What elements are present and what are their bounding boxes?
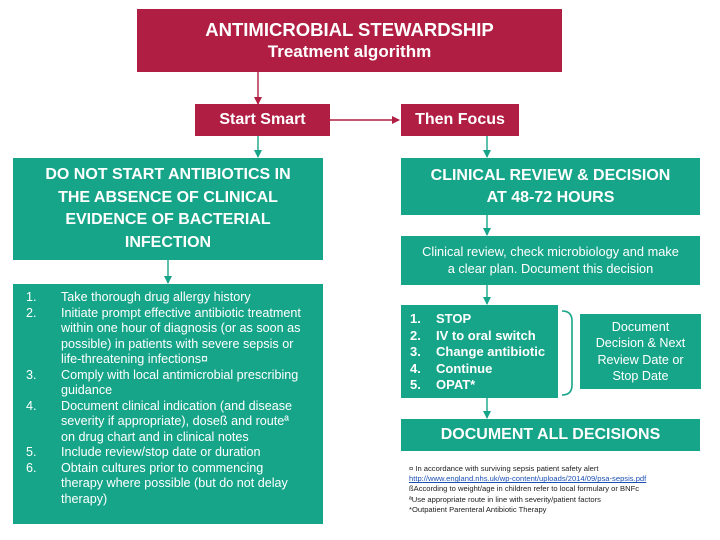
step-text-line: Include review/stop date or duration bbox=[61, 445, 261, 459]
step-text-line: severity if appropriate), doseß and routeª bbox=[61, 414, 289, 428]
document-decision-box bbox=[580, 314, 701, 389]
start-smart-steps-box bbox=[13, 284, 323, 524]
footnote-weight-age: ßAccording to weight/age in children refer to local formulary or BNFc bbox=[409, 484, 640, 494]
action-text: IV to oral switch bbox=[436, 327, 536, 343]
do-not-start-line-4: INFECTION bbox=[124, 233, 212, 251]
step-number: 3. bbox=[26, 367, 37, 382]
step-number: 1. bbox=[26, 290, 37, 304]
footnote-sepsis-alert: ¤ In accordance with surviving sepsis patient safety alert bbox=[409, 464, 599, 473]
footnotes bbox=[409, 464, 714, 515]
start-smart-box bbox=[195, 104, 330, 136]
document-decision-line-3: Review Date or bbox=[597, 352, 684, 367]
actions-box bbox=[401, 305, 558, 398]
step-text-line: life-threatening infections¤ bbox=[61, 352, 209, 366]
action-text: OPAT* bbox=[436, 377, 476, 393]
step-text-line: Initiate prompt effective antibiotic treatment bbox=[61, 305, 301, 320]
start-smart-steps-list bbox=[26, 290, 315, 507]
step-item bbox=[26, 445, 315, 461]
step-item bbox=[26, 399, 315, 446]
footnote-link[interactable]: http://www.england.nhs.uk/wp-content/uploads/2014/09/psa-sepsis.pdf bbox=[409, 474, 647, 484]
step-text-line: within one hour of diagnosis (or as soon as bbox=[61, 321, 301, 335]
bracket-actions bbox=[562, 311, 572, 395]
clinical-review-line-1: CLINICAL REVIEW & DECISION bbox=[430, 166, 671, 184]
step-item bbox=[26, 368, 315, 399]
action-number: 2. bbox=[410, 327, 421, 343]
step-item bbox=[26, 290, 315, 306]
action-text: STOP bbox=[436, 311, 472, 326]
action-item bbox=[410, 328, 558, 345]
step-text-line: Obtain cultures prior to commencing bbox=[61, 460, 264, 475]
action-number: 4. bbox=[410, 360, 421, 376]
clinical-plan-line-1: Clinical review, check microbiology and make bbox=[422, 244, 679, 259]
action-number: 1. bbox=[410, 311, 421, 326]
do-not-start-box bbox=[13, 158, 323, 260]
clinical-review-line-2: AT 48-72 HOURS bbox=[486, 188, 615, 206]
actions-list bbox=[410, 311, 558, 394]
do-not-start-line-3: EVIDENCE OF BACTERIAL bbox=[65, 211, 271, 228]
step-item bbox=[26, 306, 315, 368]
clinical-plan-box bbox=[401, 236, 700, 285]
action-item bbox=[410, 377, 558, 394]
step-number: 4. bbox=[26, 398, 37, 413]
document-all-label: DOCUMENT ALL DECISIONS bbox=[440, 426, 661, 443]
step-text-line: Comply with local antimicrobial prescribing bbox=[61, 367, 299, 382]
step-text-line: guidance bbox=[61, 383, 113, 397]
do-not-start-line-2: THE ABSENCE OF CLINICAL bbox=[58, 188, 278, 206]
action-item bbox=[410, 344, 558, 361]
footnote-opat: *Outpatient Parenteral Antibiotic Therapy bbox=[409, 504, 547, 514]
document-decision-line-2: Decision & Next bbox=[595, 336, 686, 350]
document-decision-line-1: Document bbox=[611, 319, 670, 334]
title-line-1: ANTIMICROBIAL STEWARDSHIP bbox=[205, 19, 494, 40]
title-box bbox=[137, 9, 562, 72]
clinical-review-box bbox=[401, 158, 700, 215]
step-text-line: therapy) bbox=[61, 491, 108, 506]
step-text-line: Take thorough drug allergy history bbox=[61, 290, 251, 304]
step-text-line: Document clinical indication (and disease bbox=[61, 398, 293, 413]
action-text: Change antibiotic bbox=[436, 344, 546, 360]
document-all-box bbox=[401, 419, 700, 451]
then-focus-label: Then Focus bbox=[415, 111, 505, 128]
footnote-route: ªUse appropriate route in line with severity/patient factors bbox=[409, 494, 601, 504]
clinical-plan-line-2: a clear plan. Document this decision bbox=[447, 260, 654, 276]
action-number: 3. bbox=[410, 344, 421, 360]
step-number: 5. bbox=[26, 445, 37, 459]
step-text-line: therapy where possible (but do not delay bbox=[61, 476, 288, 490]
step-text-line: possible) in patients with severe sepsis or bbox=[61, 336, 294, 351]
document-decision-line-4: Stop Date bbox=[612, 369, 669, 383]
title-line-2: Treatment algorithm bbox=[267, 42, 432, 61]
action-item bbox=[410, 361, 558, 378]
do-not-start-line-1: DO NOT START ANTIBIOTICS IN bbox=[45, 166, 291, 183]
start-smart-label: Start Smart bbox=[219, 111, 306, 128]
step-number: 2. bbox=[26, 305, 37, 320]
step-text-line: on drug chart and in clinical notes bbox=[61, 429, 249, 444]
action-number: 5. bbox=[410, 377, 421, 393]
then-focus-box bbox=[401, 104, 519, 136]
step-number: 6. bbox=[26, 460, 37, 475]
step-item bbox=[26, 461, 315, 508]
action-item bbox=[410, 311, 558, 328]
action-text: Continue bbox=[436, 360, 493, 376]
